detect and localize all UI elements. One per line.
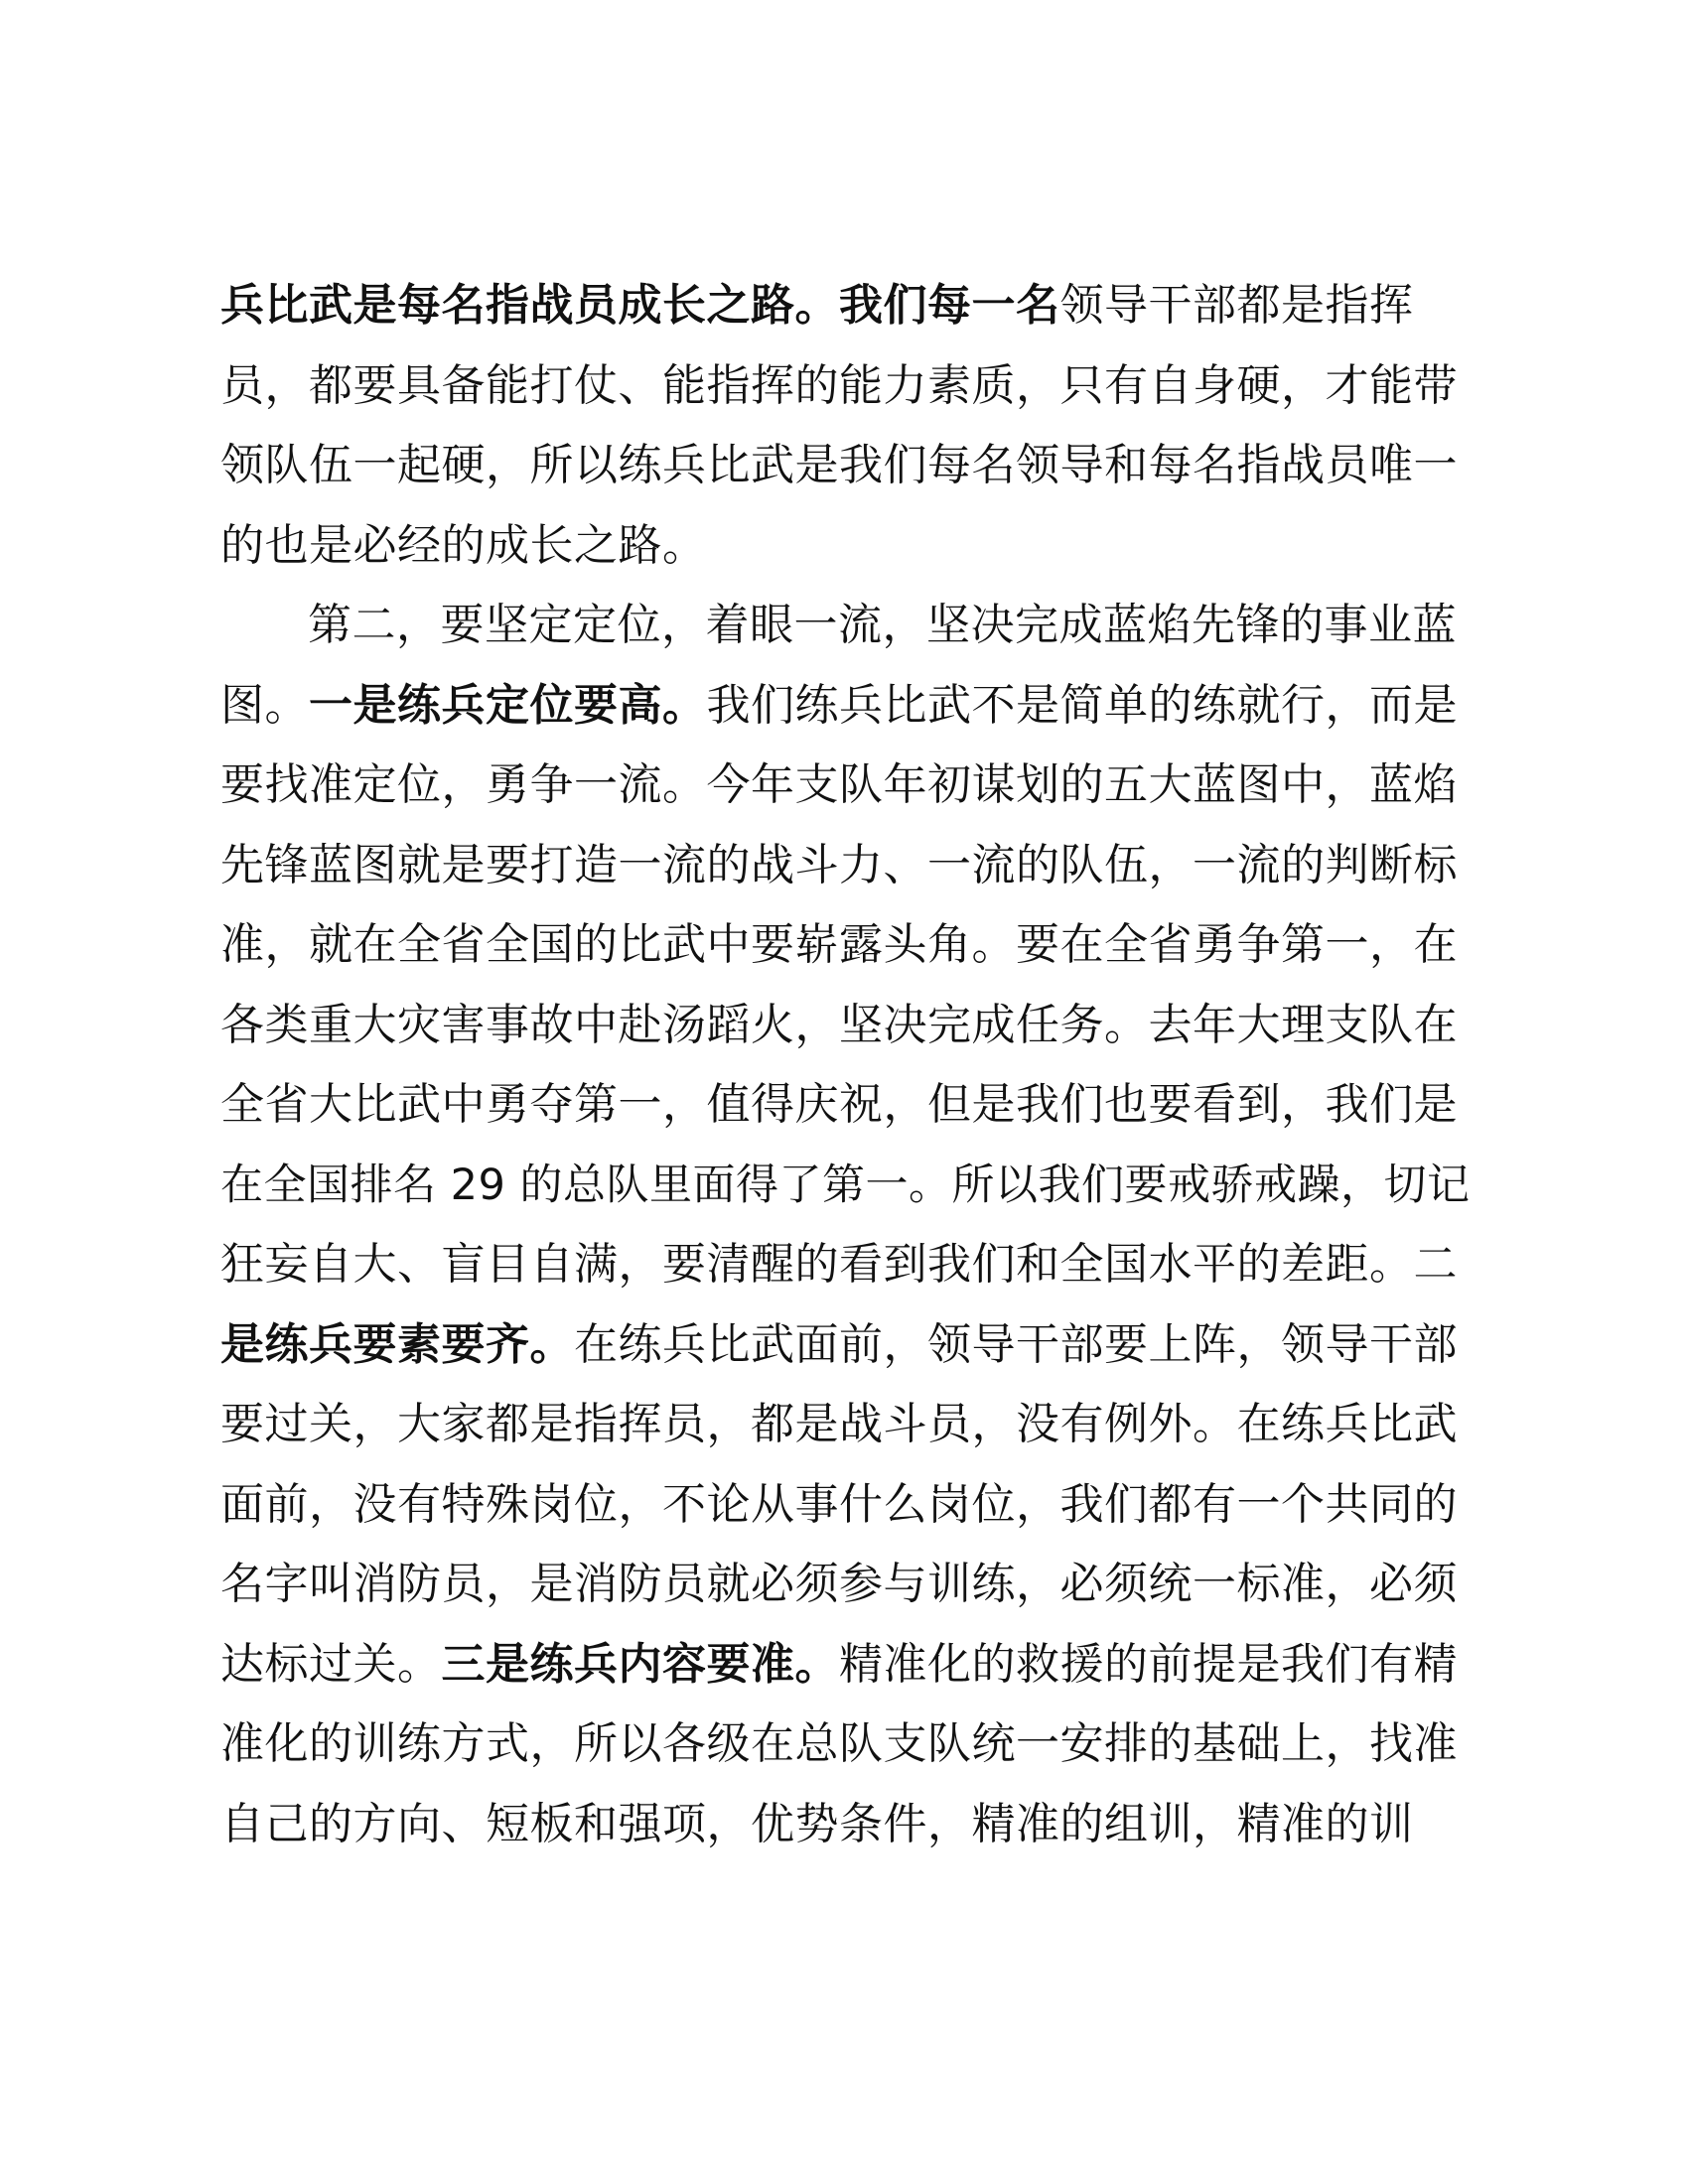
text-segment: 我们练兵比武不是简单的练就行，而是 bbox=[706, 679, 1458, 731]
text-segment: 员，都要具备能打仗、能指挥的能力素质，只有自身硬，才能带 bbox=[220, 359, 1458, 411]
text-segment: 面前，没有特殊岗位，不论从事什么岗位，我们都有一个共同的 bbox=[220, 1478, 1458, 1530]
text-line bbox=[220, 986, 1474, 1066]
bold-text-segment: 一是练兵定位要高。 bbox=[309, 679, 707, 731]
text-line bbox=[220, 1065, 1474, 1146]
text-line bbox=[220, 266, 1474, 346]
bold-text-segment: 兵比武是每名指战员成长之路。我们每一名 bbox=[220, 280, 1060, 331]
text-segment: 达标过关。 bbox=[220, 1638, 442, 1690]
text-line bbox=[220, 426, 1474, 506]
text-line bbox=[220, 1146, 1474, 1226]
text-segment: 在全国排名 29 的总队里面得了第一。所以我们要戒骄戒躁，切记 bbox=[220, 1160, 1471, 1210]
text-line bbox=[220, 1225, 1474, 1305]
text-segment: 领导干部都是指挥 bbox=[1059, 280, 1414, 331]
text-segment: 精准化的救援的前提是我们有精 bbox=[839, 1638, 1458, 1690]
text-line bbox=[220, 1385, 1474, 1465]
text-segment: 狂妄自大、盲目自满，要清醒的看到我们和全国水平的差距。二 bbox=[220, 1239, 1458, 1290]
text-segment: 的也是必经的成长之路。 bbox=[220, 519, 707, 571]
text-line bbox=[220, 1785, 1474, 1865]
text-line bbox=[220, 506, 1474, 587]
text-segment: 全省大比武中勇夺第一，值得庆祝，但是我们也要看到，我们是 bbox=[220, 1079, 1458, 1130]
text-segment: 第二，要坚定定位，着眼一流，坚决完成蓝焰先锋的事业蓝 bbox=[308, 600, 1457, 650]
bold-text-segment: 三是练兵内容要准。 bbox=[441, 1638, 839, 1690]
text-segment: 各类重大灾害事故中赴汤蹈火，坚决完成任务。去年大理支队在 bbox=[220, 999, 1458, 1050]
text-segment: 要过关，大家都是指挥员，都是战斗员，没有例外。在练兵比武 bbox=[220, 1399, 1458, 1449]
text-segment: 准化的训练方式，所以各级在总队支队统一安排的基础上，找准 bbox=[220, 1718, 1458, 1769]
text-line bbox=[220, 1545, 1474, 1625]
text-segment: 名字叫消防员，是消防员就必须参与训练，必须统一标准，必须 bbox=[220, 1559, 1458, 1609]
text-line bbox=[220, 1625, 1474, 1706]
text-segment: 自己的方向、短板和强项，优势条件，精准的组训，精准的训 bbox=[220, 1798, 1414, 1849]
text-segment: 在练兵比武面前，领导干部要上阵，领导干部 bbox=[574, 1318, 1458, 1370]
text-line bbox=[220, 826, 1474, 906]
text-line bbox=[220, 586, 1474, 666]
text-segment: 领队伍一起硬，所以练兵比武是我们每名领导和每名指战员唯一 bbox=[220, 440, 1458, 490]
body-text bbox=[220, 266, 1474, 1864]
text-line bbox=[220, 746, 1474, 826]
text-line bbox=[220, 1465, 1474, 1546]
text-line bbox=[220, 905, 1474, 986]
bold-text-segment: 是练兵要素要齐。 bbox=[220, 1318, 574, 1370]
text-segment: 先锋蓝图就是要打造一流的战斗力、一流的队伍，一流的判断标 bbox=[220, 839, 1458, 890]
text-line bbox=[220, 1705, 1474, 1785]
text-segment: 准，就在全省全国的比武中要崭露头角。要在全省勇争第一，在 bbox=[220, 919, 1458, 970]
text-segment: 图。 bbox=[220, 679, 309, 731]
text-segment: 要找准定位，勇争一流。今年支队年初谋划的五大蓝图中，蓝焰 bbox=[220, 759, 1458, 810]
text-line bbox=[220, 346, 1474, 427]
text-line bbox=[220, 1305, 1474, 1386]
text-line bbox=[220, 666, 1474, 747]
